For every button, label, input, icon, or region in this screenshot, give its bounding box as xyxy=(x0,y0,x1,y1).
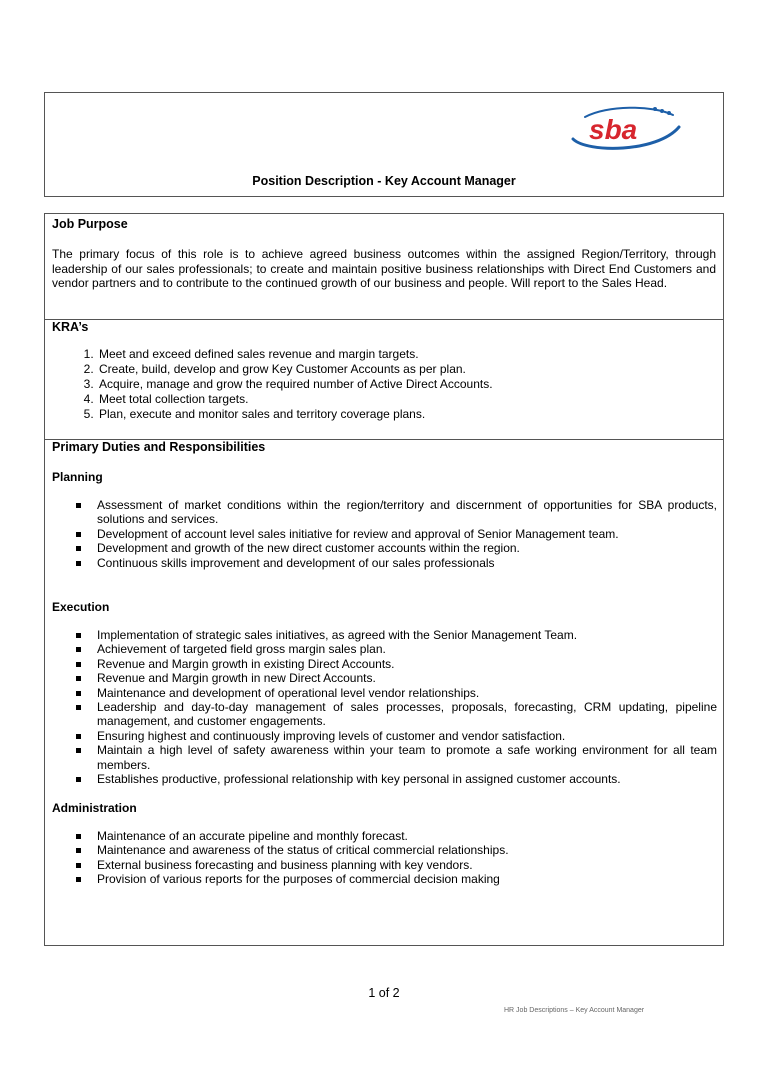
list-item: Implementation of strategic sales initiatives, as agreed with the Senior Management Team. xyxy=(97,628,717,642)
list-item: Ensuring highest and continuously improving levels of customer and vendor satisfaction. xyxy=(97,729,717,743)
planning-heading: Planning xyxy=(52,470,103,484)
execution-list xyxy=(75,628,717,786)
list-item: Development of account level sales initiative for review and approval of Senior Management team. xyxy=(97,527,717,541)
administration-heading: Administration xyxy=(52,801,137,815)
sba-logo xyxy=(567,103,687,153)
list-item: Provision of various reports for the purposes of commercial decision making xyxy=(97,872,717,886)
list-item: 2. Create, build, develop and grow Key Customer Accounts as per plan. xyxy=(97,362,493,377)
execution-heading: Execution xyxy=(52,600,110,614)
page-number: 1 of 2 xyxy=(368,986,400,1000)
list-item: Development and growth of the new direct customer accounts within the region. xyxy=(97,541,717,555)
job-purpose-heading: Job Purpose xyxy=(52,217,128,231)
content-box xyxy=(44,213,724,946)
list-item: Leadership and day-to-day management of sales processes, proposals, forecasting, CRM updating, pipeline management, and customer engagements. xyxy=(97,700,717,729)
kra-section xyxy=(45,319,723,440)
job-purpose-section xyxy=(45,214,723,320)
footer-note: HR Job Descriptions – Key Account Manager xyxy=(504,1007,645,1014)
duties-section xyxy=(45,439,723,946)
kra-heading: KRA’s xyxy=(52,320,89,334)
list-item: Achievement of targeted field gross margin sales plan. xyxy=(97,642,717,656)
header-box xyxy=(44,92,724,197)
kra-list xyxy=(69,347,493,422)
list-item: Continuous skills improvement and development of our sales professionals xyxy=(97,556,717,570)
list-item: 4. Meet total collection targets. xyxy=(97,392,493,407)
duties-heading: Primary Duties and Responsibilities xyxy=(52,440,266,454)
job-purpose-text: The primary focus of this role is to achieve agreed business outcomes within the assigned Region/Territory, through leadership of our sales professionals; to create and maintain positive business relationships with Direct End Customers and vendor partners and to contribute to the continued growth of our business and people. Will report to the Sales Head. xyxy=(52,247,716,291)
list-item: Revenue and Margin growth in existing Direct Accounts. xyxy=(97,657,717,671)
list-item: 3. Acquire, manage and grow the required number of Active Direct Accounts. xyxy=(97,377,493,392)
list-item: Assessment of market conditions within the region/territory and discernment of opportunities for SBA products, solutions and services. xyxy=(97,498,717,527)
list-item: Maintenance and development of operational level vendor relationships. xyxy=(97,686,717,700)
logo-text: sba xyxy=(589,114,638,145)
planning-list xyxy=(75,498,717,570)
administration-list xyxy=(75,829,717,887)
page-title: Position Description - Key Account Manager xyxy=(252,174,516,188)
list-item: External business forecasting and business planning with key vendors. xyxy=(97,858,717,872)
list-item: 5. Plan, execute and monitor sales and territory coverage plans. xyxy=(97,407,493,422)
list-item: 1. Meet and exceed defined sales revenue and margin targets. xyxy=(97,347,493,362)
list-item: Revenue and Margin growth in new Direct Accounts. xyxy=(97,671,717,685)
list-item: Maintenance of an accurate pipeline and monthly forecast. xyxy=(97,829,717,843)
list-item: Maintain a high level of safety awareness within your team to promote a safe working environment for all team members. xyxy=(97,743,717,772)
list-item: Maintenance and awareness of the status of critical commercial relationships. xyxy=(97,843,717,857)
list-item: Establishes productive, professional relationship with key personal in assigned customer accounts. xyxy=(97,772,717,786)
